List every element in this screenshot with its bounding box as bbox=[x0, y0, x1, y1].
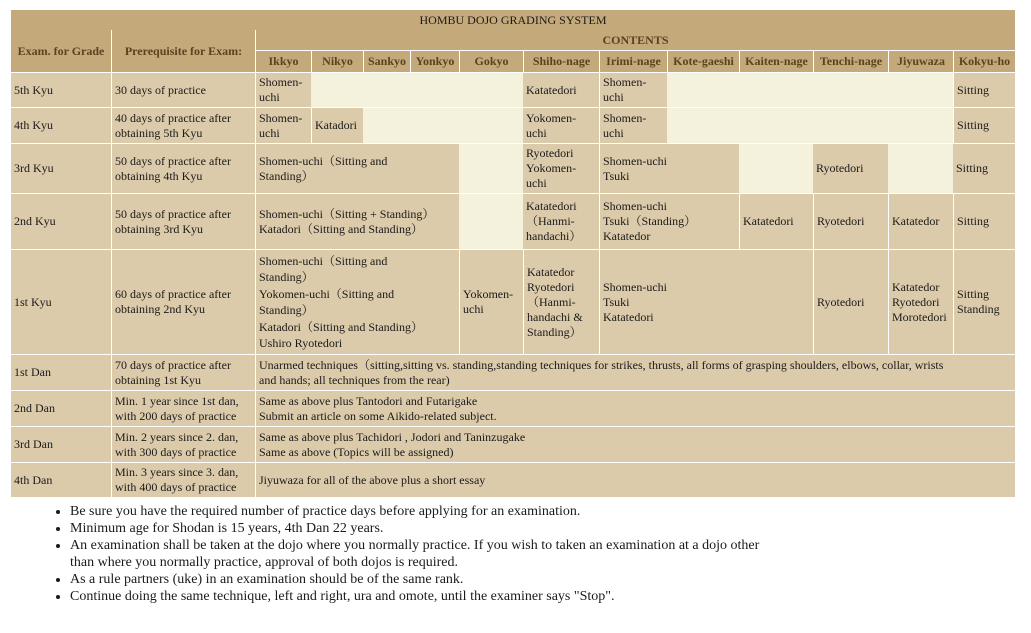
header-tenchi-nage: Tenchi-nage bbox=[813, 51, 888, 72]
exam-notes-list bbox=[48, 503, 870, 605]
header-prerequisite: Prerequisite for Exam: bbox=[111, 30, 255, 72]
row-divider bbox=[11, 390, 1015, 391]
table-row-grade: 4th Dan bbox=[11, 463, 111, 497]
table-row-grade: 3rd Kyu bbox=[11, 144, 111, 193]
row-divider bbox=[11, 426, 1015, 427]
cell-kokyu-ho: Sitting bbox=[953, 73, 1015, 107]
table-row-grade: 4th Kyu bbox=[11, 108, 111, 143]
cell-kokyu-ho: Sitting bbox=[953, 144, 1015, 193]
table-row-grade: 2nd Dan bbox=[11, 391, 111, 426]
cell-kokyu-ho: Sitting Standing bbox=[953, 250, 1015, 354]
note-item: • Be sure you have the required number of practice days before applying for an examination. bbox=[70, 503, 870, 520]
cell-irimi-to-kote: Shomen-uchi Tsuki（Standing） Katatedor bbox=[599, 194, 739, 249]
table-row-grade: 5th Kyu bbox=[11, 73, 111, 107]
cell-kokyu-ho: Sitting bbox=[953, 108, 1015, 143]
table-row-prereq: 70 days of practice after obtaining 1st Kyu bbox=[111, 355, 255, 390]
note-item: • Continue doing the same technique, left and right, ura and omote, until the examiner says "Stop". bbox=[70, 588, 870, 605]
cell-ikkyo: Shomen- uchi bbox=[255, 73, 311, 107]
cell-empty bbox=[459, 144, 523, 193]
table-row-grade: 1st Kyu bbox=[11, 250, 111, 354]
header-sankyo: Sankyo bbox=[363, 51, 410, 72]
header-jiyuwaza: Jiyuwaza bbox=[888, 51, 953, 72]
row-divider bbox=[11, 72, 1015, 73]
table-row-prereq: 50 days of practice after obtaining 3rd Kyu bbox=[111, 194, 255, 249]
header-kote-gaeshi: Kote-gaeshi bbox=[667, 51, 739, 72]
header-kaiten-nage: Kaiten-nage bbox=[739, 51, 813, 72]
row-divider bbox=[11, 193, 1015, 194]
cell-irimi-to-kote: Shomen-uchi Tsuki bbox=[599, 144, 739, 193]
note-item: • An examination shall be taken at the dojo where you normally practice. If you wish to taken an examination at a dojo other than where you normally practice, approval of both dojos is required. bbox=[70, 537, 870, 571]
cell-tenchi-nage: Ryotedori bbox=[813, 144, 888, 193]
cell-tenchi-nage: Ryotedori bbox=[813, 194, 888, 249]
cell-shiho-nage: Ryotedori Yokomen- uchi bbox=[523, 144, 599, 193]
cell-contents: Jiyuwaza for all of the above plus a short essay bbox=[255, 463, 1015, 497]
cell-kaiten-nage: Katatedori bbox=[739, 194, 813, 249]
table-row-prereq: 40 days of practice after obtaining 5th Kyu bbox=[111, 108, 255, 143]
table-row-prereq: 50 days of practice after obtaining 4th Kyu bbox=[111, 144, 255, 193]
cell-ikkyo-to-yonkyo: Shomen-uchi（Sitting and Standing） bbox=[255, 144, 459, 193]
row-divider bbox=[11, 107, 1015, 108]
header-kokyu-ho: Kokyu-ho bbox=[953, 51, 1015, 72]
table-row-prereq: 60 days of practice after obtaining 2nd Kyu bbox=[111, 250, 255, 354]
header-gokyo: Gokyo bbox=[459, 51, 523, 72]
header-irimi-nage: Irimi-nage bbox=[599, 51, 667, 72]
cell-contents: Same as above plus Tantodori and Futarigake Submit an article on some Aikido-related subject. bbox=[255, 391, 1015, 426]
table-row-grade: 3rd Dan bbox=[11, 427, 111, 462]
cell-tenchi-nage: Ryotedori bbox=[813, 250, 888, 354]
table-row-prereq: 30 days of practice bbox=[111, 73, 255, 107]
cell-empty bbox=[739, 144, 813, 193]
header-ikkyo: Ikkyo bbox=[255, 51, 311, 72]
cell-contents: Unarmed techniques（sitting,sitting vs. standing,standing techniques for strikes, thrusts, all forms of grasping shoulders, elbows, collar, wrists and hands; all techniques from the rear) bbox=[255, 355, 1015, 390]
cell-irimi-to-kaiten: Shomen-uchi Tsuki Katatedori bbox=[599, 250, 813, 354]
row-divider bbox=[11, 462, 1015, 463]
row-divider bbox=[11, 143, 1015, 144]
header-nikyo: Nikyo bbox=[311, 51, 363, 72]
cell-irimi-nage: Shomen- uchi bbox=[599, 73, 667, 107]
cell-shiho-nage: Yokomen- uchi bbox=[523, 108, 599, 143]
cell-shiho-nage: Katatedor Ryotedori （Hanmi- handachi & Standing） bbox=[523, 250, 599, 354]
cell-irimi-nage: Shomen- uchi bbox=[599, 108, 667, 143]
cell-ikkyo-to-yonkyo: Shomen-uchi（Sitting + Standing） Katadori（Sitting and Standing） bbox=[255, 194, 459, 249]
header-yonkyo: Yonkyo bbox=[410, 51, 459, 72]
cell-ikkyo-to-yonkyo: Shomen-uchi（Sitting and Standing） Yokomen-uchi（Sitting and Standing） Katadori（Sitting and Standing） Ushiro Ryotedori bbox=[255, 250, 459, 354]
cell-shiho-nage: Katatedori bbox=[523, 73, 599, 107]
cell-contents: Same as above plus Tachidori , Jodori and Taninzugake Same as above (Topics will be assigned) bbox=[255, 427, 1015, 462]
cell-empty bbox=[363, 108, 523, 143]
row-divider bbox=[11, 249, 1015, 250]
cell-empty bbox=[667, 108, 953, 143]
table-row-grade: 1st Dan bbox=[11, 355, 111, 390]
cell-empty bbox=[667, 73, 953, 107]
cell-jiyuwaza: Katatedor Ryotedori Morotedori bbox=[888, 250, 953, 354]
cell-ikkyo: Shomen- uchi bbox=[255, 108, 311, 143]
header-contents: CONTENTS bbox=[255, 30, 1015, 51]
header-shiho-nage: Shiho-nage bbox=[523, 51, 599, 72]
table-row-grade: 2nd Kyu bbox=[11, 194, 111, 249]
note-item: • Minimum age for Shodan is 15 years, 4th Dan 22 years. bbox=[70, 520, 870, 537]
cell-nikyo: Katadori bbox=[311, 108, 363, 143]
cell-kokyu-ho: Sitting bbox=[953, 194, 1015, 249]
table-row-prereq: Min. 1 year since 1st dan, with 200 days of practice bbox=[111, 391, 255, 426]
cell-empty bbox=[888, 144, 953, 193]
cell-empty bbox=[459, 194, 523, 249]
cell-jiyuwaza: Katatedor bbox=[888, 194, 953, 249]
table-row-prereq: Min. 2 years since 2. dan, with 300 days of practice bbox=[111, 427, 255, 462]
note-item: • As a rule partners (uke) in an examination should be of the same rank. bbox=[70, 571, 870, 588]
table-row-prereq: Min. 3 years since 3. dan, with 400 days of practice bbox=[111, 463, 255, 497]
cell-shiho-nage: Katatedori （Hanmi- handachi） bbox=[523, 194, 599, 249]
table-title: HOMBU DOJO GRADING SYSTEM bbox=[11, 10, 1015, 30]
header-exam-grade: Exam. for Grade bbox=[11, 30, 111, 72]
cell-gokyo: Yokomen- uchi bbox=[459, 250, 523, 354]
row-divider bbox=[11, 354, 1015, 355]
cell-empty bbox=[311, 73, 523, 107]
